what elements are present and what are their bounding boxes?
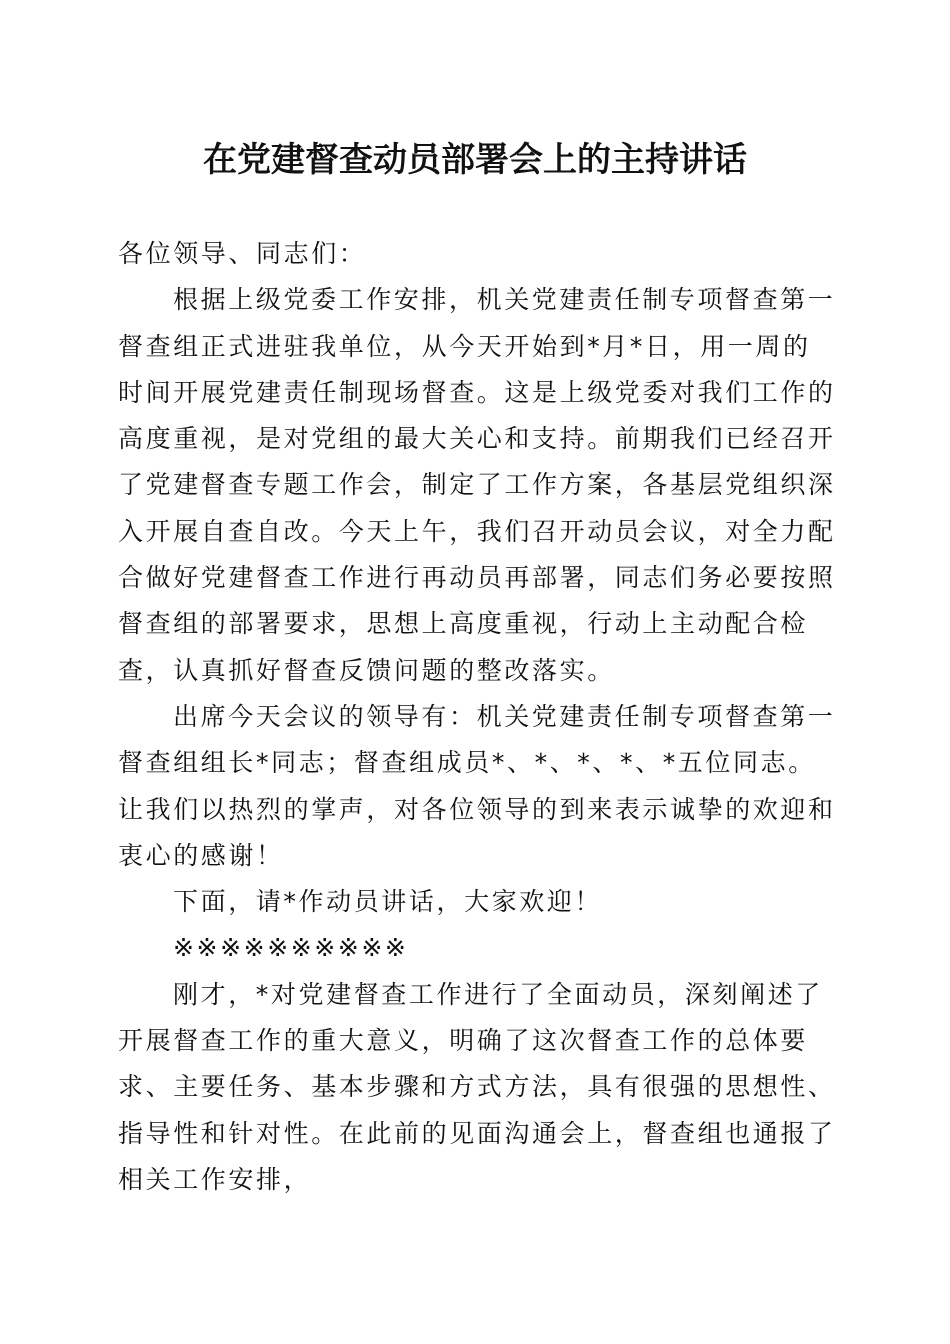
paragraph-summary: 刚才，*对党建督查工作进行了全面动员，深刻阐述了开展督查工作的重大意义，明确了这次督查工作的总体要求、主要任务、基本步骤和方式方法，具有很强的思想性、指导性和针对性。在此前的见面沟通会上，督查组也通报了相关工作安排， xyxy=(118,979,836,1194)
paragraph-invite-speech: 下面，请*作动员讲话，大家欢迎！ xyxy=(173,887,603,917)
paragraph-attendees: 出席今天会议的领导有：机关党建责任制专项督查第一督查组组长*同志；督查组成员*、*、*、*、*五位同志。让我们以热烈的掌声，对各位领导的到来表示诚挚的欢迎和衷心的感谢！ xyxy=(118,701,836,870)
document-body xyxy=(118,231,838,1203)
section-separator: ※※※※※※※※※※ xyxy=(173,933,409,963)
paragraph-arrival: 根据上级党委工作安排，机关党建责任制专项督查第一督查组正式进驻我单位，从今天开始到*月*日，用一周的时间开展党建责任制现场督查。这是上级党委对我们工作的高度重视，是对党组的最大关心和支持。前期我们已经召开了党建督查专题工作会，制定了工作方案，各基层党组织深入开展自查自改。今天上午，我们召开动员会议，对全力配合做好党建督查工作进行再动员再部署，同志们务必要按照督查组的部署要求，思想上高度重视，行动上主动配合检查，认真抓好督查反馈问题的整改落实。 xyxy=(118,285,836,685)
document-title: 在党建督查动员部署会上的主持讲话 xyxy=(203,140,747,180)
salutation: 各位领导、同志们： xyxy=(118,239,367,268)
